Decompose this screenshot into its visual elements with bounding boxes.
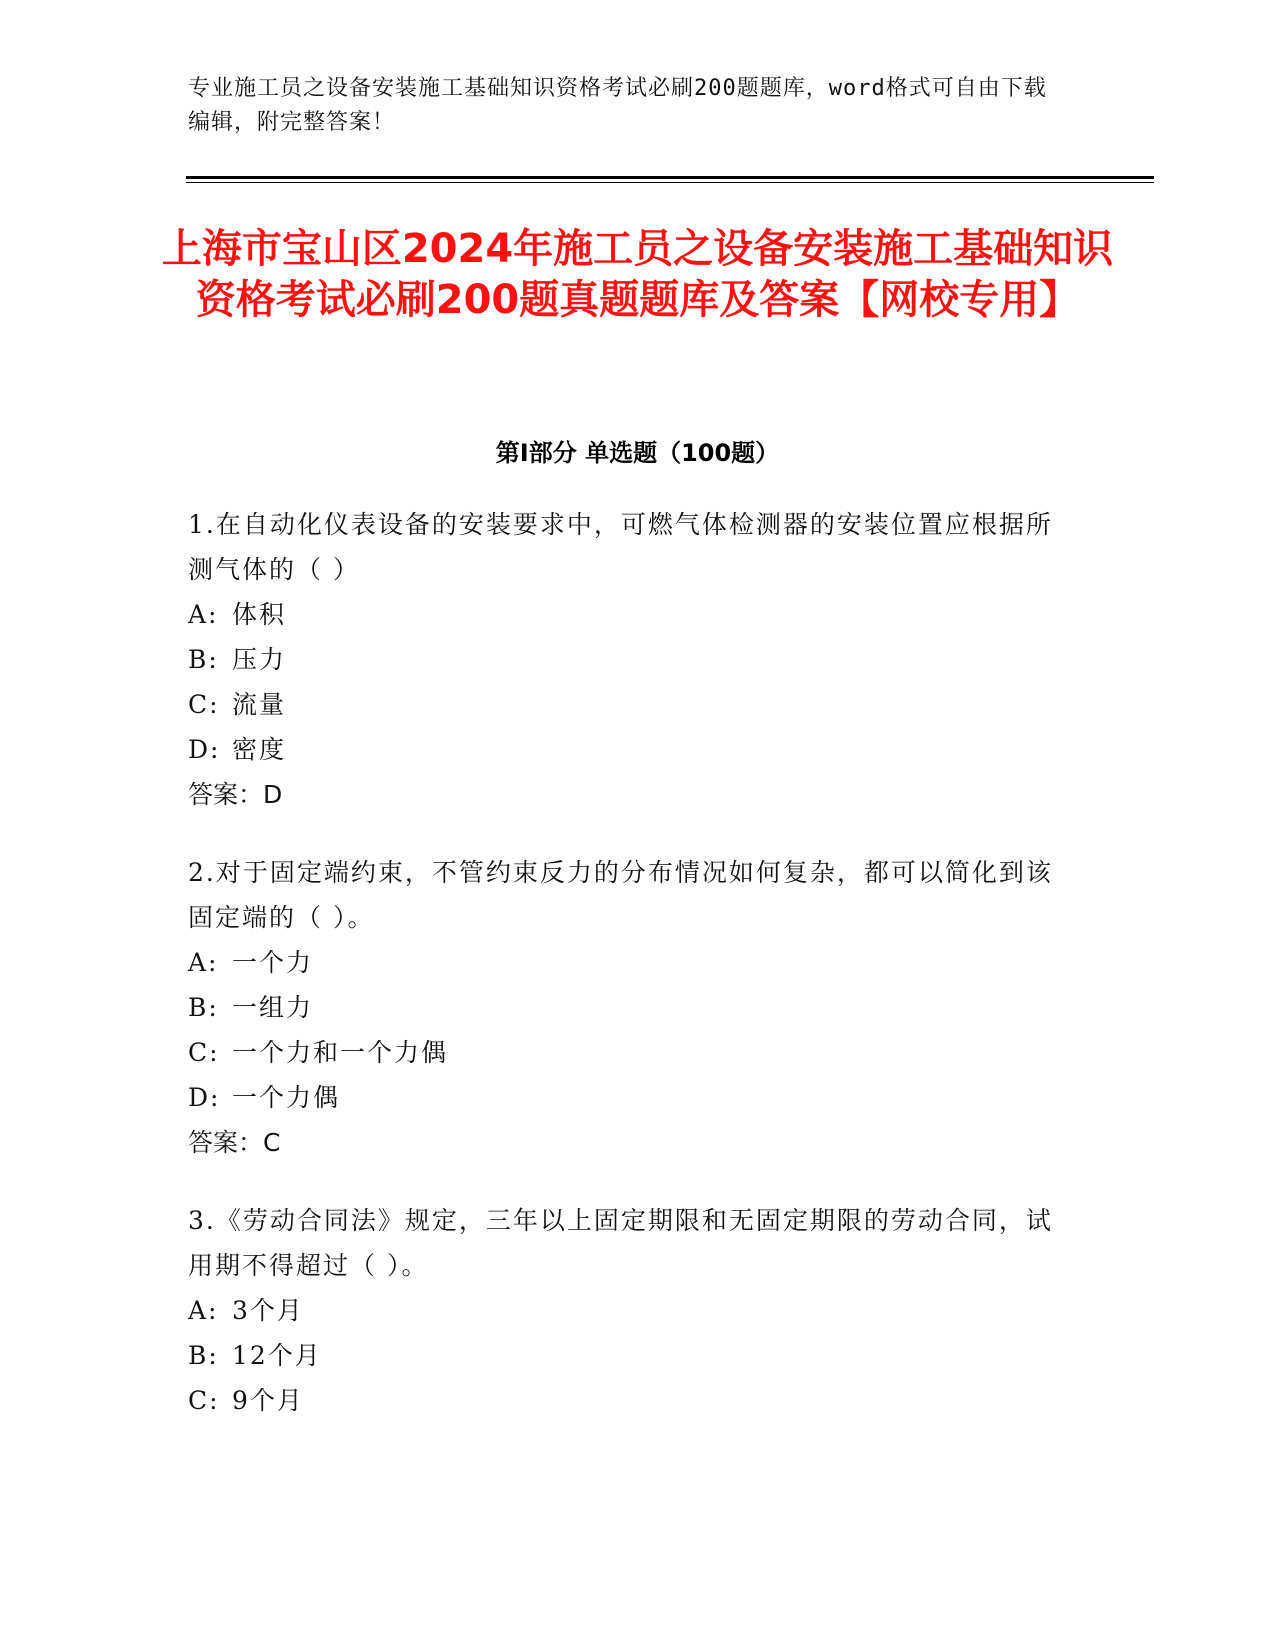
header-note: 专业施工员之设备安装施工基础知识资格考试必刷200题题库，word格式可自由下载编辑，附完整答案！	[188, 76, 1047, 135]
option-b	[188, 637, 1068, 682]
option-letter: A:	[188, 1296, 219, 1325]
option-text: 压力	[232, 645, 287, 674]
option-a	[188, 592, 1068, 637]
header-rule-thin	[186, 182, 1154, 183]
question-text: 2.对于固定端约束，不管约束反力的分布情况如何复杂，都可以简化到该固定端的（ ）。	[188, 858, 1053, 932]
option-text: 一个力和一个力偶	[232, 1038, 449, 1067]
option-b	[188, 1333, 1068, 1378]
option-c	[188, 1378, 1068, 1423]
option-text: 体积	[232, 600, 287, 629]
option-letter: B:	[188, 993, 219, 1022]
option-letter: B:	[188, 645, 219, 674]
header-rule-thick	[186, 176, 1154, 179]
section-title: 第I部分 单选题（100题）	[495, 439, 780, 467]
option-d	[188, 727, 1068, 772]
option-c	[188, 682, 1068, 727]
option-text: 一组力	[232, 993, 314, 1022]
option-a	[188, 940, 1068, 985]
option-c	[188, 1030, 1068, 1075]
document-title: 上海市宝山区2024年施工员之设备安装施工基础知识资格考试必刷200题真题题库及答案【网校专用】	[161, 226, 1114, 323]
option-letter: C:	[188, 1386, 220, 1415]
option-letter: A:	[188, 948, 219, 977]
option-text: 密度	[232, 735, 287, 764]
question-text: 3.《劳动合同法》规定，三年以上固定期限和无固定期限的劳动合同，试用期不得超过（ ）。	[188, 1206, 1053, 1280]
option-text: 9个月	[232, 1386, 304, 1415]
option-text: 一个力	[232, 948, 314, 977]
option-letter: C:	[188, 690, 220, 719]
option-text: 流量	[232, 690, 287, 719]
option-b	[188, 985, 1068, 1030]
answer-line: 答案：C	[188, 1128, 281, 1157]
question-2	[188, 850, 1068, 1165]
option-letter: D:	[188, 1083, 221, 1112]
question-text: 1.在自动化仪表设备的安装要求中，可燃气体检测器的安装位置应根据所测气体的（ ）	[188, 510, 1053, 584]
option-text: 3个月	[232, 1296, 304, 1325]
option-letter: B:	[188, 1341, 219, 1370]
option-text: 12个月	[232, 1341, 322, 1370]
option-a	[188, 1288, 1068, 1333]
option-text: 一个力偶	[232, 1083, 341, 1112]
option-d	[188, 1075, 1068, 1120]
option-letter: C:	[188, 1038, 220, 1067]
question-1	[188, 502, 1068, 817]
option-letter: D:	[188, 735, 221, 764]
answer-line: 答案：D	[188, 780, 283, 809]
option-letter: A:	[188, 600, 219, 629]
question-3	[188, 1198, 1068, 1423]
